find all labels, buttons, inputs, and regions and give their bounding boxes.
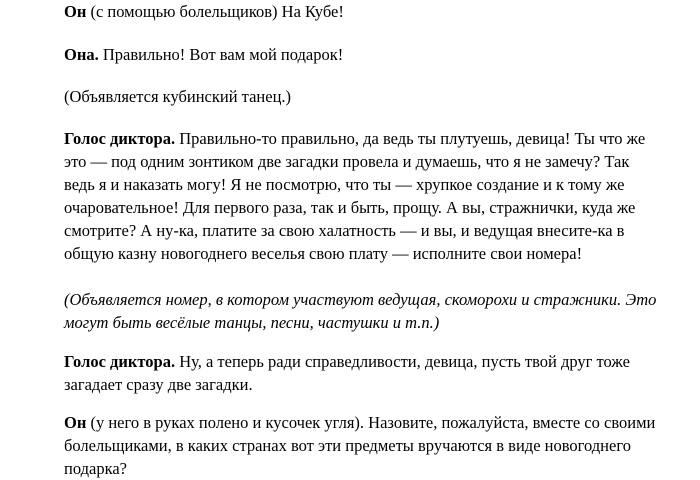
speaker-name: Она. [64,45,99,64]
paragraph-ona-reply [64,43,343,66]
paragraph-text: (с помощью болельщиков) На Кубе! [86,2,344,21]
paragraph-text: Ну, а теперь ради справедливости, девица, пусть твой друг тоже загадает сразу две загадки. [64,352,630,394]
speaker-name: Голос диктора. [64,129,176,148]
stage-direction-cuban-dance: (Объявляется кубинский танец.) [64,87,292,106]
speaker-name: Он [64,413,87,432]
paragraph-on-answer [64,0,344,23]
paragraph-announcer-2 [64,350,664,396]
paragraph-text: (у него в руках полено и кусочек угля). Назовите, пожалуйста, вместе со своими болельщиками, в каких странах вот эти предметы вручаются в виде новогоднего подарка? [64,413,656,478]
paragraph-text: Правильно! Вот вам мой подарок! [98,45,344,64]
paragraph-on-riddle [64,411,664,480]
paragraph-announcer-1 [64,127,664,265]
speaker-name: Голос диктора. [64,352,176,371]
stage-direction-performance: (Объявляется номер, в котором участвуют ведущая, скоморохи и стражники. Это могут быть весёлые танцы, песни, частушки и т.п.) [64,290,657,332]
speaker-name: Он [64,2,87,21]
paragraph-text: Правильно-то правильно, да ведь ты плутуешь, девица! Ты что же это — под одним зонтиком две загадки провела и думаешь, что я не замечу? Так ведь я и наказать могу! Я не посмотрю, что ты — хрупкое создание и к тому же очаровательное! Для первого раза, так и быть, прощу. А вы, стражнички, куда же смотрите? А ну-ка, платите за свою халатность — и вы, и ведущая внесите-ка в общую казну новогоднего веселья свою плату — исполните свои номера! [64,129,646,263]
